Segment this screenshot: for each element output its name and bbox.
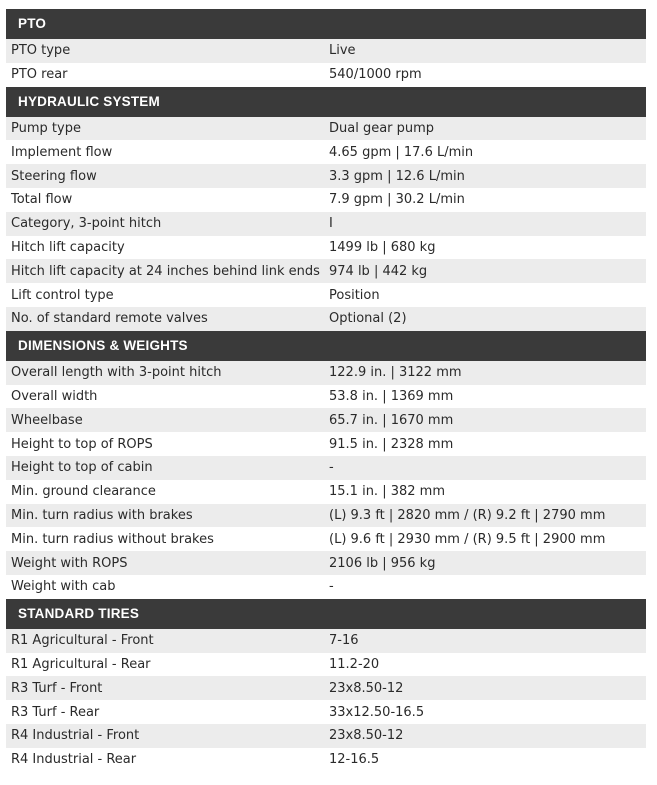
row-value: 91.5 in. | 2328 mm [329,436,454,452]
row-value: 122.9 in. | 3122 mm [329,365,462,381]
row-value: 12-16.5 [329,752,380,768]
section-header-hydraulic-system: HYDRAULIC SYSTEM [6,87,646,117]
table-row [6,385,646,409]
row-label: R3 Turf - Front [11,680,103,696]
row-label: Height to top of ROPS [11,436,153,452]
row-label: Pump type [11,120,81,136]
row-label: Min. turn radius without brakes [11,531,214,547]
row-value: - [329,579,334,595]
table-row [6,236,646,260]
row-value: Position [329,287,380,303]
table-row [6,456,646,480]
row-label: No. of standard remote valves [11,311,208,327]
row-value: 15.1 in. | 382 mm [329,484,445,500]
table-row [6,432,646,456]
row-label: Hitch lift capacity at 24 inches behind link ends [11,263,320,279]
table-row [6,724,646,748]
section-header-pto: PTO [6,9,646,39]
table-row [6,188,646,212]
row-label: Min. ground clearance [11,484,156,500]
row-label: Min. turn radius with brakes [11,507,193,523]
row-value: 33x12.50-16.5 [329,704,425,720]
row-value: 1499 lb | 680 kg [329,239,436,255]
row-value: 23x8.50-12 [329,680,404,696]
table-row [6,408,646,432]
table-row [6,164,646,188]
row-label: Weight with cab [11,579,116,595]
section-header-dimensions-weights: DIMENSIONS & WEIGHTS [6,331,646,361]
row-value: 974 lb | 442 kg [329,263,428,279]
row-value: 11.2-20 [329,656,380,672]
row-value: 7.9 gpm | 30.2 L/min [329,192,465,208]
row-label: Steering flow [11,168,97,184]
row-label: Overall width [11,388,98,404]
row-value: Dual gear pump [329,120,435,136]
table-row [6,283,646,307]
table-row [6,39,646,63]
row-label: Weight with ROPS [11,555,128,571]
table-row [6,307,646,331]
table-row [6,212,646,236]
table-row [6,527,646,551]
table-row [6,259,646,283]
row-label: PTO type [11,43,71,59]
row-value: 2106 lb | 956 kg [329,555,436,571]
row-value: I [329,216,333,232]
row-value: 65.7 in. | 1670 mm [329,412,454,428]
row-label: R4 Industrial - Front [11,728,140,744]
row-label: R3 Turf - Rear [11,704,100,720]
row-value: 53.8 in. | 1369 mm [329,388,454,404]
row-label: R1 Agricultural - Front [11,633,154,649]
row-label: PTO rear [11,67,68,83]
table-row [6,504,646,528]
row-label: Implement flow [11,144,113,160]
row-label: Lift control type [11,287,114,303]
row-value: 3.3 gpm | 12.6 L/min [329,168,465,184]
row-value: (L) 9.3 ft | 2820 mm / (R) 9.2 ft | 2790 mm [329,507,606,523]
table-row [6,140,646,164]
row-value: - [329,460,334,476]
row-label: Total flow [11,192,73,208]
row-value: (L) 9.6 ft | 2930 mm / (R) 9.5 ft | 2900 mm [329,531,606,547]
table-row [6,480,646,504]
row-value: Live [329,43,356,59]
table-row [6,361,646,385]
row-label: Wheelbase [11,412,83,428]
spec-table [6,9,646,772]
table-row [6,117,646,141]
row-value: Optional (2) [329,311,407,327]
row-label: Category, 3-point hitch [11,216,162,232]
row-label: Height to top of cabin [11,460,153,476]
row-value: 540/1000 rpm [329,67,422,83]
table-row [6,748,646,772]
row-label: R4 Industrial - Rear [11,752,137,768]
row-label: Overall length with 3-point hitch [11,365,222,381]
row-value: 23x8.50-12 [329,728,404,744]
table-row [6,676,646,700]
row-label: R1 Agricultural - Rear [11,656,151,672]
table-row [6,629,646,653]
table-row [6,575,646,599]
row-label: Hitch lift capacity [11,239,125,255]
section-header-standard-tires: STANDARD TIRES [6,599,646,629]
table-row [6,700,646,724]
row-value: 4.65 gpm | 17.6 L/min [329,144,474,160]
table-row [6,653,646,677]
row-value: 7-16 [329,633,359,649]
table-row [6,551,646,575]
table-row [6,63,646,87]
